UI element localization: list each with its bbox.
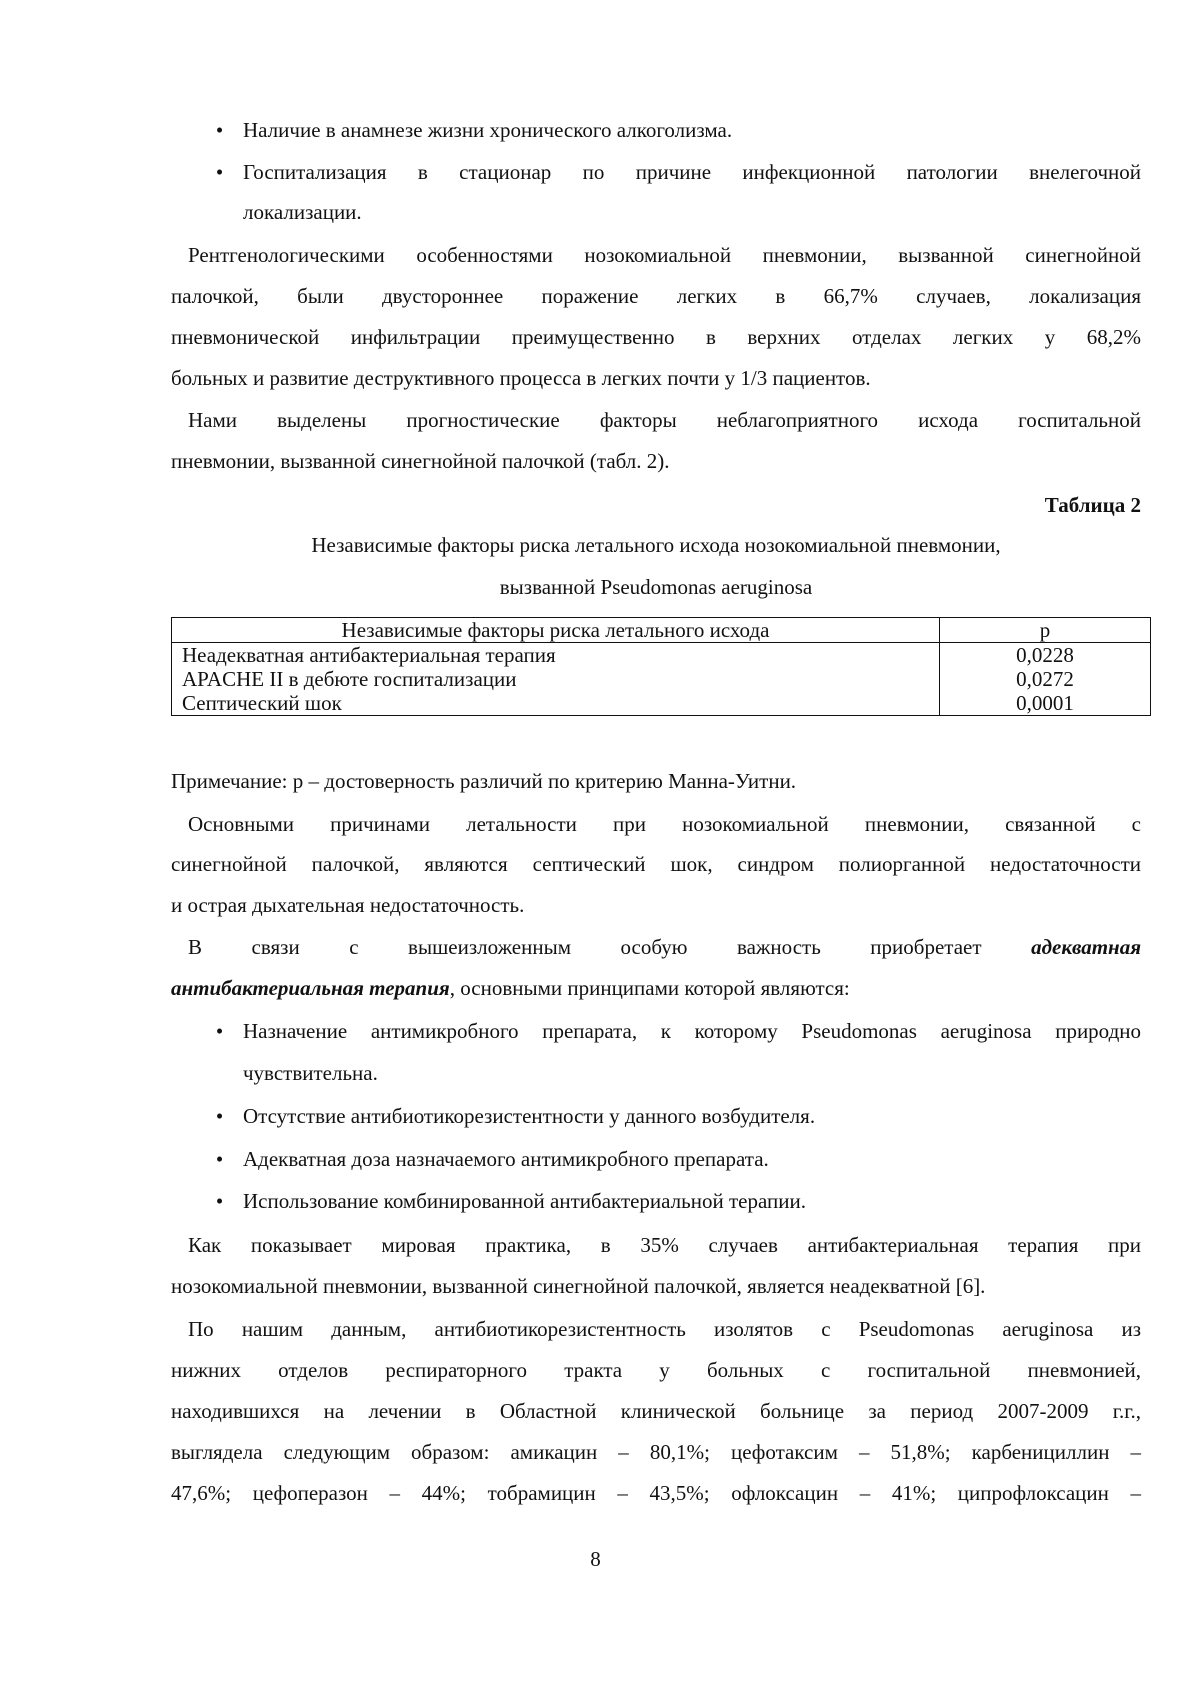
paragraph-line: нижних отделов респираторного тракта у больных с госпитальной пневмонией,: [171, 1358, 1141, 1382]
bullet-text: Наличие в анамнезе жизни хронического алкоголизма.: [243, 118, 733, 142]
table-title: Независимые факторы риска летального исхода нозокомиальной пневмонии,: [311, 533, 1001, 557]
table-header-row: [172, 618, 1151, 643]
table-row: [172, 667, 1151, 691]
paragraph-line: Нами выделены прогностические факторы неблагоприятного исхода госпитальной: [188, 408, 1141, 432]
table-row: [172, 643, 1151, 668]
bullet-text: Назначение антимикробного препарата, к которому Pseudomonas aeruginosa природно: [243, 1019, 1141, 1043]
paragraph-line: 47,6%; цефоперазон – 44%; тобрамицин – 43,5%; офлоксацин – 41%; ципрофлоксацин –: [171, 1481, 1141, 1505]
bullet-icon: •: [215, 118, 224, 142]
paragraph-text: , основными принципами которой являются:: [449, 976, 850, 1000]
bullet-icon: •: [215, 1147, 224, 1171]
emphasis-text: антибактериальная терапия: [171, 976, 450, 1000]
table-cell: 0,0228: [940, 643, 1151, 668]
bullet-icon: •: [215, 160, 224, 184]
paragraph-line: пневмонии, вызванной синегнойной палочкой (табл. 2).: [171, 449, 670, 473]
table-header-cell: p: [940, 618, 1151, 643]
bullet-text: Госпитализация в стационар по причине инфекционной патологии внелегочной: [243, 160, 1141, 184]
paragraph-line: пневмонической инфильтрации преимущественно в верхних отделах легких у 68,2%: [171, 325, 1141, 349]
bullet-icon: •: [215, 1189, 224, 1213]
paragraph-line: синегнойной палочкой, являются септический шок, синдром полиорганной недостаточности: [171, 852, 1141, 876]
table-cell: 0,0001: [940, 691, 1151, 716]
paragraph-line: и острая дыхательная недостаточность.: [171, 893, 525, 917]
paragraph-line: [171, 976, 850, 1001]
paragraph-line: По нашим данным, антибиотикорезистентность изолятов с Pseudomonas aeruginosa из: [188, 1317, 1141, 1341]
table-row: [172, 691, 1151, 716]
table-cell: Неадекватная антибактериальная терапия: [172, 643, 940, 668]
emphasis-text: адекватная: [1031, 935, 1142, 959]
paragraph-line: Как показывает мировая практика, в 35% случаев антибактериальная терапия при: [188, 1233, 1141, 1257]
bullet-text: Отсутствие антибиотикорезистентности у данного возбудителя.: [243, 1104, 816, 1128]
paragraph-line: больных и развитие деструктивного процесса в легких почти у 1/3 пациентов.: [171, 366, 871, 390]
table-cell: Септический шок: [172, 691, 940, 716]
paragraph-line: нозокомиальной пневмонии, вызванной синегнойной палочкой, является неадекватной [6].: [171, 1274, 986, 1298]
bullet-text: Использование комбинированной антибактериальной терапии.: [243, 1189, 806, 1213]
paragraph-line: находившихся на лечении в Областной клинической больнице за период 2007-2009 г.г.,: [171, 1399, 1141, 1423]
bullet-text-continuation: чувствительна.: [243, 1061, 378, 1085]
paragraph-line: Основными причинами летальности при нозокомиальной пневмонии, связанной с: [188, 812, 1141, 836]
bullet-icon: •: [215, 1019, 224, 1043]
paragraph-line: Рентгенологическими особенностями нозокомиальной пневмонии, вызванной синегнойной: [188, 243, 1141, 267]
paragraph-line: палочкой, были двустороннее поражение легких в 66,7% случаев, локализация: [171, 284, 1141, 308]
paragraph-text: В связи с вышеизложенным особую важность приобретает: [188, 935, 982, 959]
table-label: Таблица 2: [1044, 493, 1141, 517]
paragraph-line: [188, 935, 1141, 960]
table-title: вызванной Pseudomonas aeruginosa: [499, 575, 813, 599]
table-header-cell: Независимые факторы риска летального исхода: [172, 618, 940, 643]
paragraph-line: выглядела следующим образом: амикацин – 80,1%; цефотаксим – 51,8%; карбенициллин –: [171, 1440, 1141, 1464]
bullet-text-continuation: локализации.: [243, 200, 362, 224]
bullet-text: Адекватная доза назначаемого антимикробного препарата.: [243, 1147, 769, 1171]
table-cell: APACHE II в дебюте госпитализации: [172, 667, 940, 691]
bullet-icon: •: [215, 1104, 224, 1128]
table-note: Примечание: р – достоверность различий по критерию Манна-Уитни.: [171, 769, 797, 793]
table-cell: 0,0272: [940, 667, 1151, 691]
page-number: 8: [590, 1547, 601, 1571]
risk-factors-table: [171, 617, 1151, 716]
